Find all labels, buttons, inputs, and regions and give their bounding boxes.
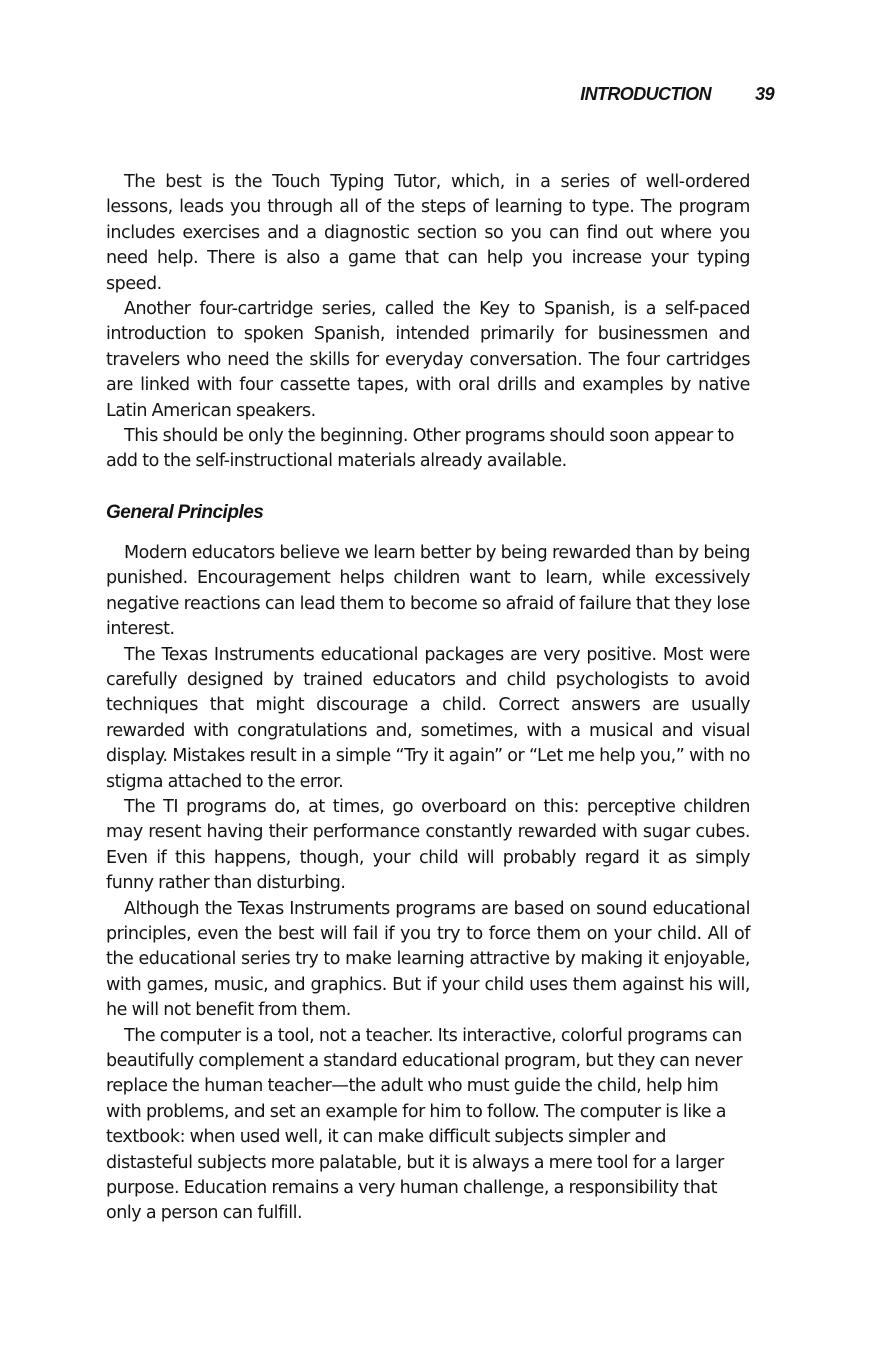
running-header-title: INTRODUCTION [580,84,711,104]
paragraph: This should be only the beginning. Other programs should soon appear to add to the self-instructional materials already available. [106,426,735,472]
paragraph: The best is the Touch Typing Tutor, which, in a series of well-ordered lessons, leads you through all of the steps of learning to type. The program includes exercises and a diagnostic section so you can find out where you need help. There is also a game that can help you increase your typing speed. [106,172,750,294]
paragraph: The TI programs do, at times, go overboard on this: perceptive children may resent having their performance constantly rewarded with sugar cubes. Even if this happens, though, your child will probably regard it as simply funny rather than disturbing. [106,796,750,894]
page-number: 39 [755,84,774,104]
section-heading: General Principles [106,501,264,523]
paragraph: The computer is a tool, not a teacher. Its interactive, colorful programs can beautifully complement a standard educational program, but they can never replace the human teacher—the adult who must guide the child, help him with problems, and set an example for him to follow. The computer is like a textbook: when used well, it can make difficult subjects simpler and distasteful subjects more palatable, but it is always a mere tool for a larger purpose. Education remains a very human challenge, a responsibility that only a person can fulfill. [106,1025,743,1224]
paragraph: Modern educators believe we learn better by being rewarded than by being punished. Encouragement helps children want to learn, while excessively negative reactions can lead them to become so afraid of failure that they lose interest. [106,542,750,640]
body-text [106,170,750,1227]
running-header [106,84,774,110]
paragraph: The Texas Instruments educational packages are very positive. Most were carefully designed by trained educators and child psychologists to avoid techniques that might discourage a child. Correct answers are usually rewarded with congratulations and, sometimes, with a musical and visual display. Mistakes result in a simple “Try it again” or “Let me help you,” with no stigma attached to the error. [106,644,750,792]
paragraph: Another four-cartridge series, called the Key to Spanish, is a self-paced introduction to spoken Spanish, intended primarily for businessmen and travelers who need the skills for everyday conversation. The four cartridges are linked with four cassette tapes, with oral drills and examples by native Latin American speakers. [106,299,750,421]
paragraph: Although the Texas Instruments programs are based on sound educational principles, even the best will fail if you try to force them on your child. All of the educational series try to make learning attractive by making it enjoyable, with games, music, and graphics. But if your child uses them against his will, he will not benefit from them. [106,898,750,1021]
